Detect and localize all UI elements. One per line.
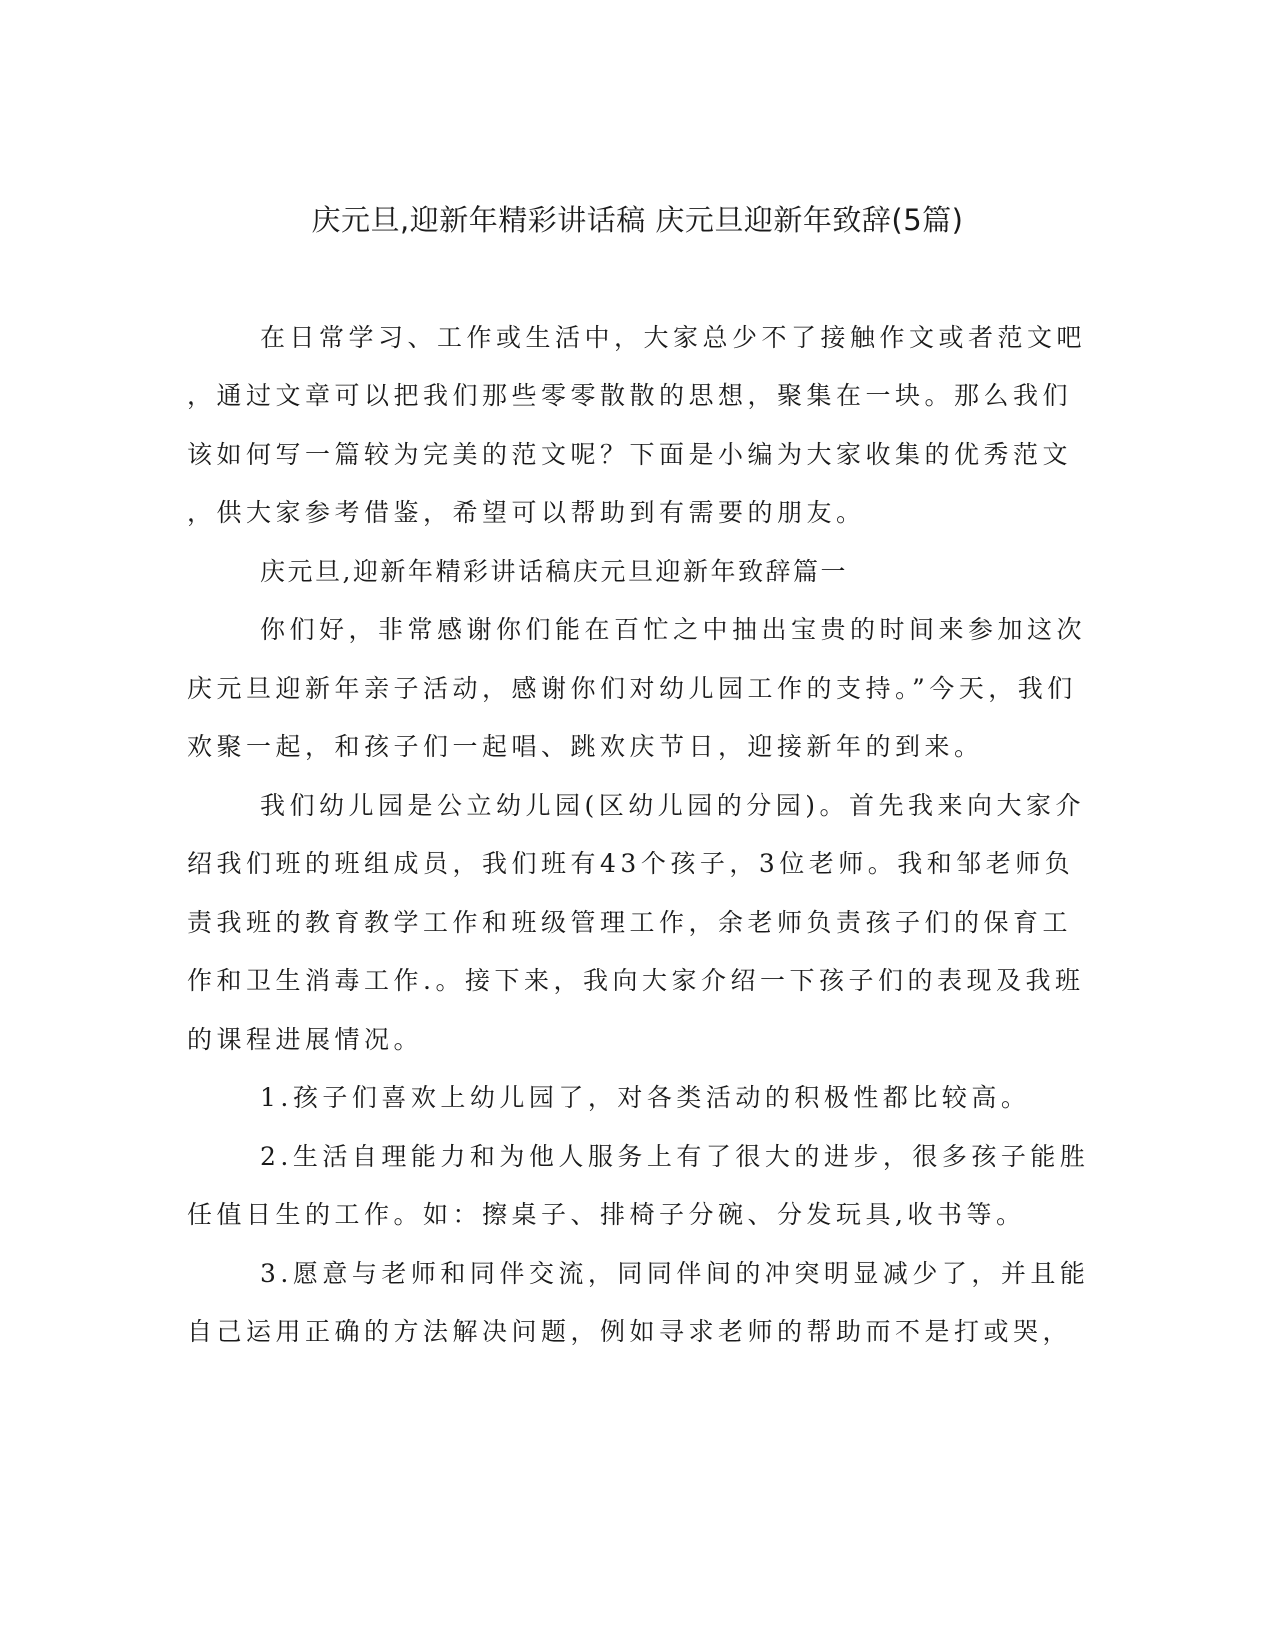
list-item: 3.愿意与老师和同伴交流，同同伴间的冲突明显减少了，并且能 — [260, 1259, 1090, 1288]
paragraph-line: ，供大家参考借鉴，希望可以帮助到有需要的朋友。 — [187, 498, 866, 527]
paragraph-line: 责我班的教育教学工作和班级管理工作，余老师负责孩子们的保育工 — [187, 908, 1073, 937]
paragraph-line: 自己运用正确的方法解决问题，例如寻求老师的帮助而不是打或哭， — [187, 1317, 1073, 1346]
list-item: 1.孩子们喜欢上幼儿园了，对各类活动的积极性都比较高。 — [260, 1083, 1031, 1112]
paragraph-line: 任值日生的工作。如：擦桌子、排椅子分碗、分发玩具,收书等。 — [187, 1200, 1026, 1229]
paragraph-line: 欢聚一起，和孩子们一起唱、跳欢庆节日，迎接新年的到来。 — [187, 732, 984, 761]
list-item: 2.生活自理能力和为他人服务上有了很大的进步，很多孩子能胜 — [260, 1142, 1090, 1171]
document-title: 庆元旦,迎新年精彩讲话稿 庆元旦迎新年致辞(5篇) — [311, 203, 964, 237]
paragraph-line: 的课程进展情况。 — [187, 1025, 424, 1054]
paragraph-line: 作和卫生消毒工作.。接下来，我向大家介绍一下孩子们的表现及我班 — [187, 966, 1085, 995]
paragraph-line: 绍我们班的班组成员，我们班有43个孩子，3位老师。我和邹老师负 — [187, 849, 1075, 878]
paragraph-line: 庆元旦迎新年亲子活动，感谢你们对幼儿园工作的支持。”今天，我们 — [187, 674, 1077, 703]
paragraph-line: 在日常学习、工作或生活中，大家总少不了接触作文或者范文吧 — [260, 323, 1087, 352]
paragraph-line: 我们幼儿园是公立幼儿园(区幼儿园的分园)。首先我来向大家介 — [260, 791, 1086, 820]
paragraph-line: 该如何写一篇较为完美的范文呢？下面是小编为大家收集的优秀范文 — [187, 440, 1073, 469]
section-heading: 庆元旦,迎新年精彩讲话稿庆元旦迎新年致辞篇一 — [260, 557, 848, 586]
paragraph-line: 你们好，非常感谢你们能在百忙之中抽出宝贵的时间来参加这次 — [260, 615, 1087, 644]
paragraph-line: ，通过文章可以把我们那些零零散散的思想，聚集在一块。那么我们 — [187, 381, 1073, 410]
